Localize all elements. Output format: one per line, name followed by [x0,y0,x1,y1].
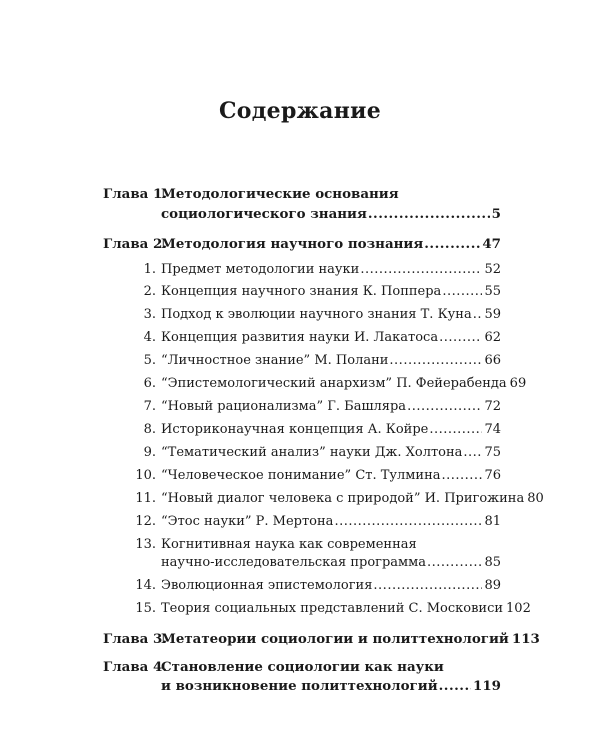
page-number: 85 [484,555,501,570]
dot-leader [427,555,482,571]
dot-leader [407,399,482,415]
section-number: 3. [143,307,156,322]
chapter-label: Глава 1. [103,186,167,202]
chapter-title: Метатеории социологии и политтехнологий [161,631,509,647]
section-title: “Человеческое понимание” Ст. Тулмина [161,468,441,483]
section-title: Подход к эволюции научного знания Т. Куна [161,307,472,322]
page-number: 113 [511,631,540,647]
chapter-title-line-2 [161,206,501,222]
chapter-title-line-1 [161,186,501,202]
section-number: 4. [143,330,156,345]
page-number: 59 [484,307,501,322]
chapter-title: Методологические основания [161,186,399,202]
section-line [161,262,501,278]
chapter-title: Становление социологии как науки [161,659,444,675]
page-number: 69 [509,376,527,391]
page-number: 102 [506,601,531,616]
section-number: 13. [135,537,156,552]
section-line [161,399,501,415]
dot-leader [334,514,482,530]
section-number: 9. [143,445,156,460]
section-line [161,353,501,369]
chapter-title-continued: и возникновение политтехнологий [161,678,438,694]
chapter-title-line-1 [161,631,540,647]
section-line [161,445,501,461]
toc-chapter-3 [0,631,600,651]
dot-leader [442,284,482,300]
section-title: “Личностное знание” М. Полани [161,353,389,368]
page-number: 81 [484,514,501,529]
chapter-title-line-1 [161,659,501,675]
page-title: Содержание [218,98,382,124]
section-line [161,578,501,594]
section-number: 5. [143,353,156,368]
chapter-label: Глава 4. [103,659,167,675]
chapter-title-continued: социологического знания [161,206,367,222]
page-number: 72 [484,399,501,414]
dot-leader [429,422,482,438]
section-title: “Тематический анализ” науки Дж. Холтона [161,445,463,460]
dot-leader [373,578,482,594]
toc-chapter-4 [0,659,600,699]
section-line [161,376,527,392]
chapter-title-line-2 [161,678,501,694]
section-number: 15. [135,601,156,616]
chapter-title: Методология научного познания [161,236,424,252]
page-number: 62 [484,330,501,345]
page-number: 74 [484,422,501,437]
dot-leader [368,206,490,222]
section-number: 14. [135,578,156,593]
section-number: 12. [135,514,156,529]
dot-leader [360,262,482,278]
page-number: 76 [484,468,501,483]
page-number: 47 [482,236,501,252]
section-title: “Новый диалог человека с природой” И. Пригожина [161,491,525,506]
section-line-2 [161,555,501,571]
section-title: Концепция научного знания К. Поппера [161,284,442,299]
page-number: 66 [484,353,501,368]
chapter-label: Глава 3. [103,631,167,647]
dot-leader [473,307,483,323]
dot-leader [424,236,480,252]
section-line-1 [161,537,501,553]
section-number: 1. [143,262,156,277]
page-number: 5 [491,206,501,222]
dot-leader [389,353,482,369]
section-number: 2. [143,284,156,299]
section-number: 8. [143,422,156,437]
toc-chapter-2 [0,236,600,256]
section-number: 10. [135,468,156,483]
dot-leader [439,330,482,346]
section-number: 7. [143,399,156,414]
section-title: Когнитивная наука как современная [161,537,417,552]
dot-leader [442,468,483,484]
section-line [161,601,531,617]
section-line [161,330,501,346]
section-title: Эволюционная эпистемология [161,578,373,593]
section-title: “Новый рационализма” Г. Башляра [161,399,407,414]
page-number: 75 [484,445,501,460]
section-line [161,468,501,484]
section-title: Предмет методологии науки [161,262,360,277]
section-line [161,284,501,300]
section-line [161,514,501,530]
page-number: 55 [484,284,501,299]
section-title: “Эпистемологический анархизм” П. Фейерабенда [161,376,507,391]
section-title: Концепция развития науки И. Лакатоса [161,330,439,345]
page-number: 52 [484,262,501,277]
section-title: Теория социальных представлений С. Московиси [161,601,504,616]
page-number: 80 [527,491,544,506]
section-title-continued: научно-исследовательская программа [161,555,427,570]
section-number: 11. [135,491,156,506]
section-title: “Этос науки” Р. Мертона [161,514,334,529]
section-title: Историконаучная концепция А. Койре [161,422,429,437]
page-number: 119 [473,678,501,694]
dot-leader [439,678,471,694]
section-number: 6. [143,376,156,391]
chapter-title-line-1 [161,236,501,252]
dot-leader [463,445,482,461]
chapter-label: Глава 2. [103,236,167,252]
toc-chapter-1 [0,186,600,226]
section-line [161,307,501,323]
section-line [161,422,501,438]
page-number: 89 [484,578,501,593]
section-line [161,491,544,507]
